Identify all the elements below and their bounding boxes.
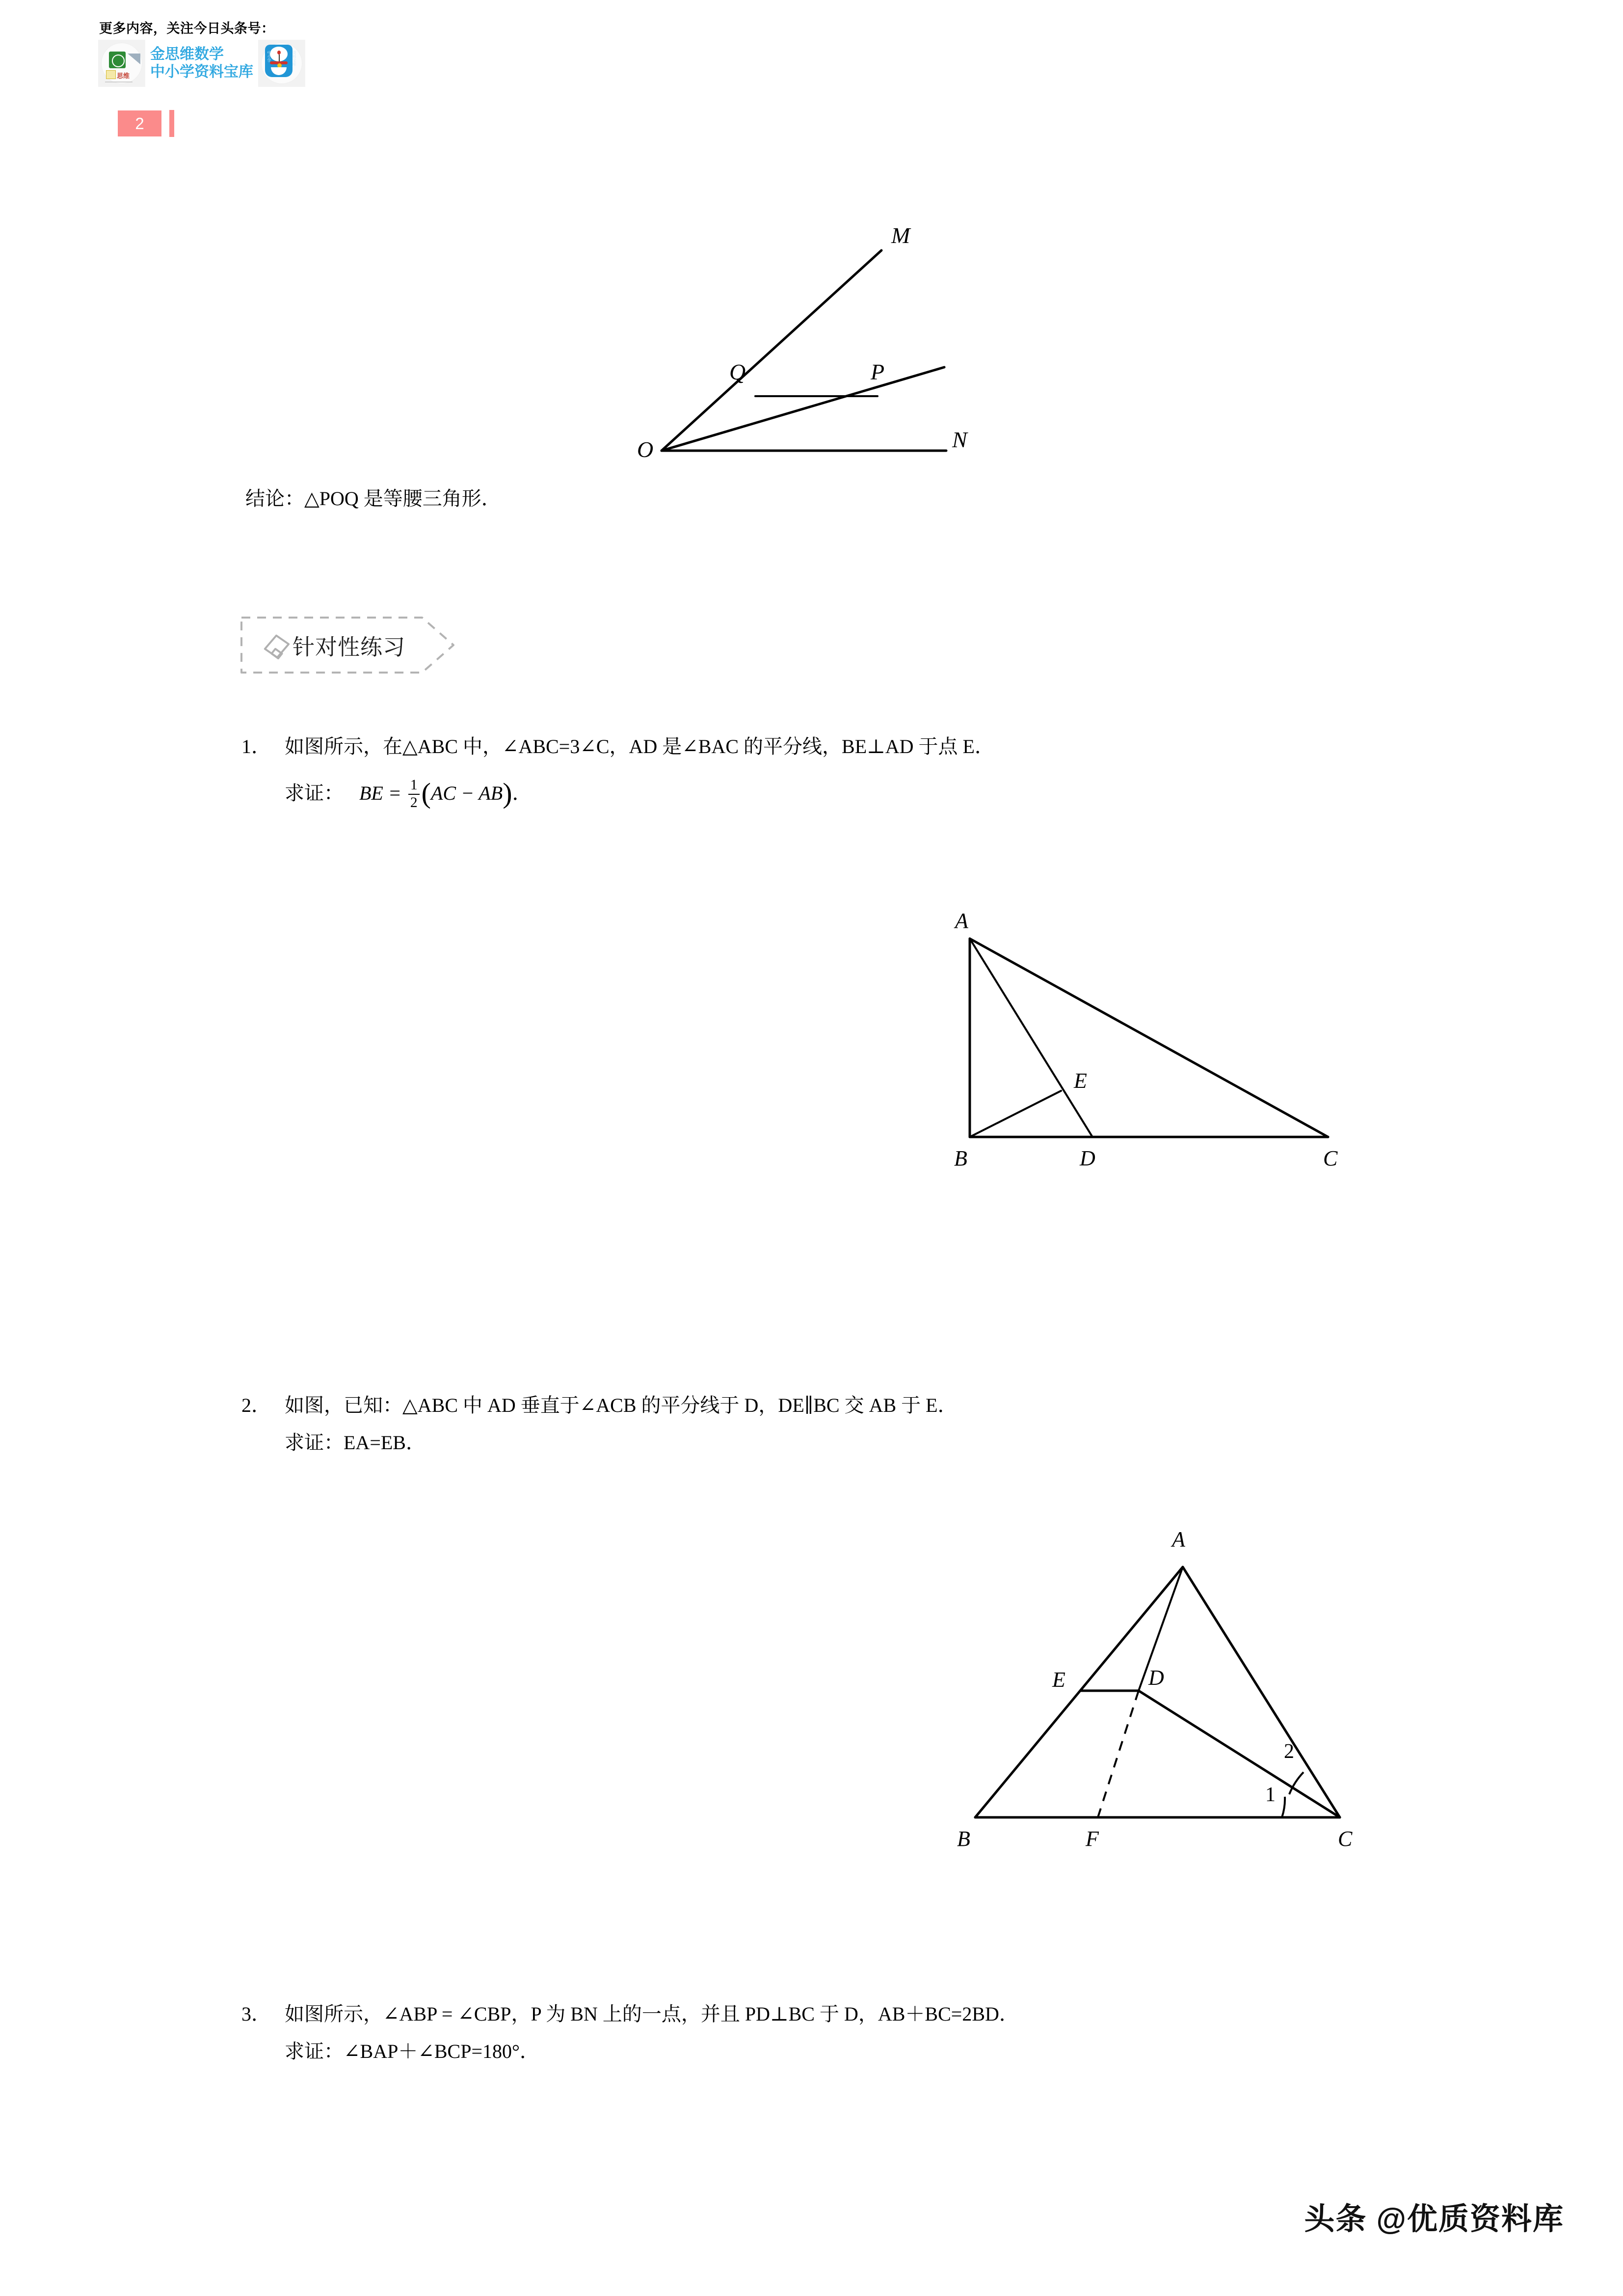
page-number-value: 2 bbox=[135, 114, 144, 133]
figure-label-O: O bbox=[637, 437, 654, 462]
figure2-label-A: A bbox=[1172, 1527, 1185, 1551]
figure2-label-F: F bbox=[1086, 1827, 1099, 1851]
doraemon-right-text: 资料宝库 bbox=[292, 51, 296, 66]
figure-label-N: N bbox=[952, 427, 967, 452]
footer-watermark: 头条 @优质资料库 bbox=[1304, 2202, 1564, 2236]
figure1-label-B: B bbox=[954, 1146, 967, 1170]
promo-brand-words bbox=[148, 46, 255, 80]
ray-OM bbox=[662, 250, 881, 451]
problem-2-line1: 如图，已知：△ABC 中 AD 垂直于∠ACB 的平分线于 D，DE∥BC 交 AB 于 E． bbox=[285, 1394, 958, 1416]
problem-1-formula-rhs: AC − AB bbox=[430, 782, 503, 804]
doraemon-mouth-line-icon bbox=[279, 54, 280, 61]
promo-word-line2: 中小学资料宝库 bbox=[150, 64, 253, 80]
figure-label-P: P bbox=[871, 359, 885, 384]
page-badge-accent-bar bbox=[169, 110, 174, 137]
logo-baseline bbox=[105, 81, 133, 82]
problem-1-prove-label: 求证： bbox=[285, 782, 344, 804]
segment-BE bbox=[970, 1091, 1061, 1137]
triangle-abc-parallel-figure bbox=[952, 1492, 1384, 1851]
figure1-label-E: E bbox=[1074, 1069, 1087, 1093]
segment-DC bbox=[1139, 1691, 1340, 1817]
figure-label-Q: Q bbox=[729, 359, 746, 384]
problem-3-line1: 如图所示，∠ABP = ∠CBP，P 为 BN 上的一点，并且 PD⊥BC 于 D，AB＋BC=2BD． bbox=[285, 2003, 1019, 2025]
segment-DF-dashed bbox=[1098, 1691, 1139, 1817]
problem-1-line1: 如图所示，在△ABC 中，∠ABC=3∠C，AD 是∠BAC 的平分线，BE⊥AD 于点 E． bbox=[285, 735, 994, 757]
formula-right-paren: ) bbox=[503, 777, 512, 809]
conclusion-line bbox=[245, 484, 501, 514]
figure2-label-C: C bbox=[1338, 1827, 1353, 1851]
practice-section-header bbox=[239, 616, 455, 675]
problem-2-line2: 求证：EA=EB． bbox=[285, 1432, 426, 1454]
math-character-icon bbox=[109, 52, 126, 68]
promo-word-line1: 金思维数学 bbox=[150, 46, 224, 63]
pencil-eraser-icon bbox=[261, 630, 292, 660]
problem-2-number: 2． bbox=[241, 1394, 271, 1416]
triangle-abc-bisector-svg bbox=[932, 869, 1374, 1183]
fraction-denominator: 2 bbox=[410, 794, 418, 810]
jinsiwei-logo bbox=[98, 40, 145, 87]
figure1-label-A: A bbox=[955, 909, 968, 933]
logo-brand-text: 思维 bbox=[117, 72, 130, 80]
figure2-label-D: D bbox=[1148, 1666, 1164, 1690]
figure2-angle-2-label: 2 bbox=[1284, 1740, 1294, 1763]
conclusion-label: 结论： bbox=[245, 487, 304, 510]
promo-block bbox=[98, 18, 442, 87]
formula-left-paren: ( bbox=[421, 777, 431, 809]
problem-3-line2: 求证：∠BAP＋∠BCP=180°． bbox=[285, 2040, 540, 2062]
figure2-angle-1-label: 1 bbox=[1265, 1783, 1276, 1806]
book-icon bbox=[106, 70, 116, 79]
figure-label-M: M bbox=[891, 223, 910, 248]
figure2-label-B: B bbox=[957, 1827, 970, 1851]
fraction-numerator: 1 bbox=[410, 777, 418, 793]
angle-MON-svg bbox=[628, 196, 982, 471]
angle-MON-figure bbox=[628, 196, 982, 471]
problem-1-formula-tail: ． bbox=[512, 782, 532, 804]
segment-AD bbox=[970, 939, 1092, 1137]
figure1-label-C: C bbox=[1323, 1146, 1338, 1170]
promo-tagline: 更多内容，关注今日头条号： bbox=[99, 21, 275, 36]
angle-arc-1 bbox=[1282, 1797, 1285, 1817]
conclusion-statement: △POQ 是等腰三角形． bbox=[304, 487, 501, 510]
segment-AC bbox=[1183, 1567, 1340, 1817]
practice-section-label: 针对性练习 bbox=[293, 634, 406, 660]
doraemon-logo bbox=[258, 40, 305, 87]
figure1-label-D: D bbox=[1080, 1146, 1095, 1170]
problem-1-formula-lhs: BE = bbox=[359, 782, 401, 804]
triangle-abc-parallel-svg bbox=[952, 1492, 1384, 1826]
doraemon-nose-icon bbox=[277, 51, 281, 54]
segment-AC bbox=[970, 939, 1328, 1137]
page-number-badge bbox=[118, 110, 161, 136]
problem-1-prove-line bbox=[285, 778, 532, 811]
figure2-label-E: E bbox=[1052, 1668, 1065, 1692]
promo-logo-row bbox=[98, 40, 442, 87]
doraemon-left-text: 中小学 bbox=[267, 51, 271, 62]
triangle-abc-bisector-figure bbox=[932, 869, 1374, 1183]
ray-OP bbox=[662, 367, 944, 451]
problem-1-fraction bbox=[408, 778, 420, 810]
set-square-icon bbox=[128, 54, 140, 64]
problem-3-number: 3． bbox=[241, 2003, 271, 2025]
problem-1-number: 1． bbox=[241, 735, 271, 757]
